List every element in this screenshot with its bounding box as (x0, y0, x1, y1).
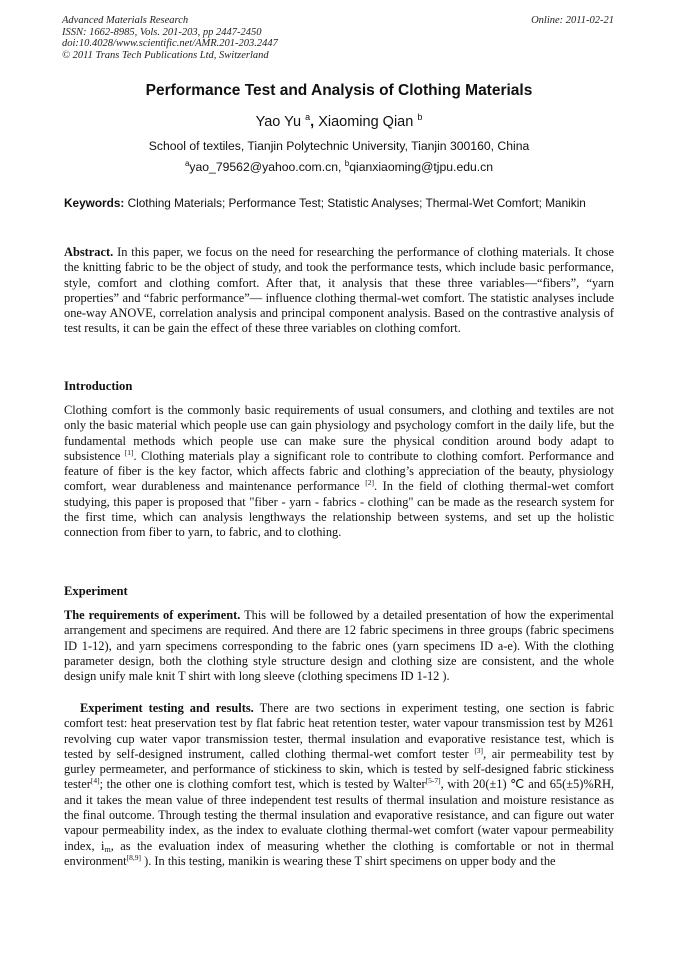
body-text: . In the field of clothing thermal-wet comfort studying, this paper is proposed that "fiber - yarn - fabrics - clothing" can be made as the research system for the first time, which can analysis lengthways the relationship between systems, and set up the holistic connection from fiber to yarn, to fabric, and to clothing. (64, 479, 614, 540)
journal-name: Advanced Materials Research (62, 15, 189, 26)
body-text: There are two sections in experiment testing, one section is fabric comfort test: heat preservation test by flat fabric heat retention tester, water vapour transmission test by M261 revolving cup water vapor transmission tester, thermal insulation and evaporative resistance test, which is tested by self-designed instrument, called clothing thermal-wet comfort tester (64, 701, 614, 761)
body-text: . Clothing materials play a significant role to contribute to clothing comfort. Performance and feature of fiber is the key factor, which affects fabric and clothing’s appreciation of the beauty, physiology comfort, wear durableness and maintenance performance (64, 448, 614, 494)
issn-line: ISSN: 1662-8985, Vols. 201-203, pp 2447-2450 (62, 26, 262, 38)
email-mark: b (344, 159, 350, 168)
email-separator: , (337, 160, 345, 174)
body-text: ; the other one is clothing comfort test, which is tested by Walter (99, 777, 426, 792)
email-link[interactable]: qianxiaoming@tjpu.edu.cn (349, 160, 494, 174)
citation[interactable]: [5-7] (425, 776, 441, 786)
citation[interactable]: [2] (365, 478, 374, 488)
author-separator: , (310, 114, 319, 130)
citation[interactable]: [8,9] (126, 852, 141, 862)
subheading-testing: Experiment testing and results. (80, 701, 254, 715)
doi-line[interactable]: doi:10.4028/www.scientific.net/AMR.201-203.2447 (62, 38, 278, 50)
body-text: , with 20(±1) ℃ and 65(±5)%RH, and it takes the mean value of three independent test results of thermal insulation and moisture resistance as the final outcome. Through testing the thermal insulation and evaporative resistance, and can figure out water vapour permeability index, as the index to evaluate clothing thermal-wet comfort (water vapour permeability index, i (64, 777, 614, 853)
abstract-text: In this paper, we focus on the need for researching the performance of clothing materials. It chose the knitting fabric to be the object of study, and took the performance tests, which include basic performance, style, comfort and clothing comfort. After that, it analysis that these three variables—“fibers”, “yarn properties” and “fabric performance”— influence clothing thermal-wet comfort. The statistic analyses include one-way ANOVE, correlation analysis and principal component analysis. Based on the contrastive analysis of test results, it can be gain the effect of these three variables on clothing comfort. (64, 245, 614, 336)
email-link[interactable]: yao_79562@yahoo.com.cn (189, 160, 338, 174)
affiliation-mark: a (305, 112, 311, 122)
journal-header (62, 15, 614, 61)
keywords-text: Clothing Materials; Performance Test; Statistic Analyses; Thermal-Wet Comfort; Manikin (124, 196, 586, 210)
affiliation-mark: b (417, 112, 423, 122)
subscript: m (104, 844, 111, 854)
body-text: Clothing comfort is the commonly basic requirements of usual consumers, and clothing and textiles are not only the basic material which people use can gain physiology and psychology comfort in the daily life, but the fundamental methods which people use can make sure the physical condition around body adapt to subsistence (64, 403, 614, 463)
copyright-line: © 2011 Trans Tech Publications Ltd, Switzerland (62, 49, 269, 61)
section-heading-introduction: Introduction (64, 379, 133, 393)
email-line (0, 160, 678, 174)
body-text: ). In this testing, manikin is wearing these T shirt specimens on upper body and the (141, 853, 556, 868)
author-line (0, 114, 678, 130)
citation[interactable]: [4] (90, 776, 100, 786)
paper-title: Performance Test and Analysis of Clothing Materials (145, 82, 533, 99)
body-text: , air permeability test by gurley permeameter, and performance of stickiness to skin, which is tested by self-designed fabric stickiness tester (64, 746, 614, 792)
email-mark: a (184, 159, 190, 168)
subheading-requirements: The requirements of experiment. (64, 608, 241, 622)
section-heading-experiment: Experiment (64, 584, 128, 598)
body-text: , as the evaluation index of measuring whether the clothing is comfortable or not in thermal environment (64, 838, 614, 868)
abstract (64, 245, 614, 337)
experiment-requirements-paragraph (64, 608, 614, 684)
experiment-testing-paragraph (64, 701, 614, 869)
author-name: Yao Yu (255, 114, 302, 130)
body-text: This will be followed by a detailed presentation of how the experimental arrangement and specimens are required. And there are 12 fabric specimens in three groups (fabric specimens ID 1-12), and yarn specimens corresponding to the fabric ones (yarn specimens ID a-e). With the clothing parameter design, both the clothing style structure design and clothing size are consistent, and the whole design unify male knit T shirt with long sleeve (clothing specimens ID 1-12 ). (64, 608, 614, 684)
online-date: Online: 2011-02-21 (531, 15, 614, 26)
keywords (64, 196, 614, 210)
author-name: Xiaoming Qian (318, 114, 414, 130)
citation[interactable]: [3] (474, 745, 484, 755)
introduction-paragraph (64, 403, 614, 541)
citation[interactable]: [1] (124, 447, 134, 457)
keywords-label: Keywords: (64, 196, 125, 210)
abstract-label: Abstract. (64, 245, 114, 259)
affiliation: School of textiles, Tianjin Polytechnic University, Tianjin 300160, China (148, 139, 530, 153)
